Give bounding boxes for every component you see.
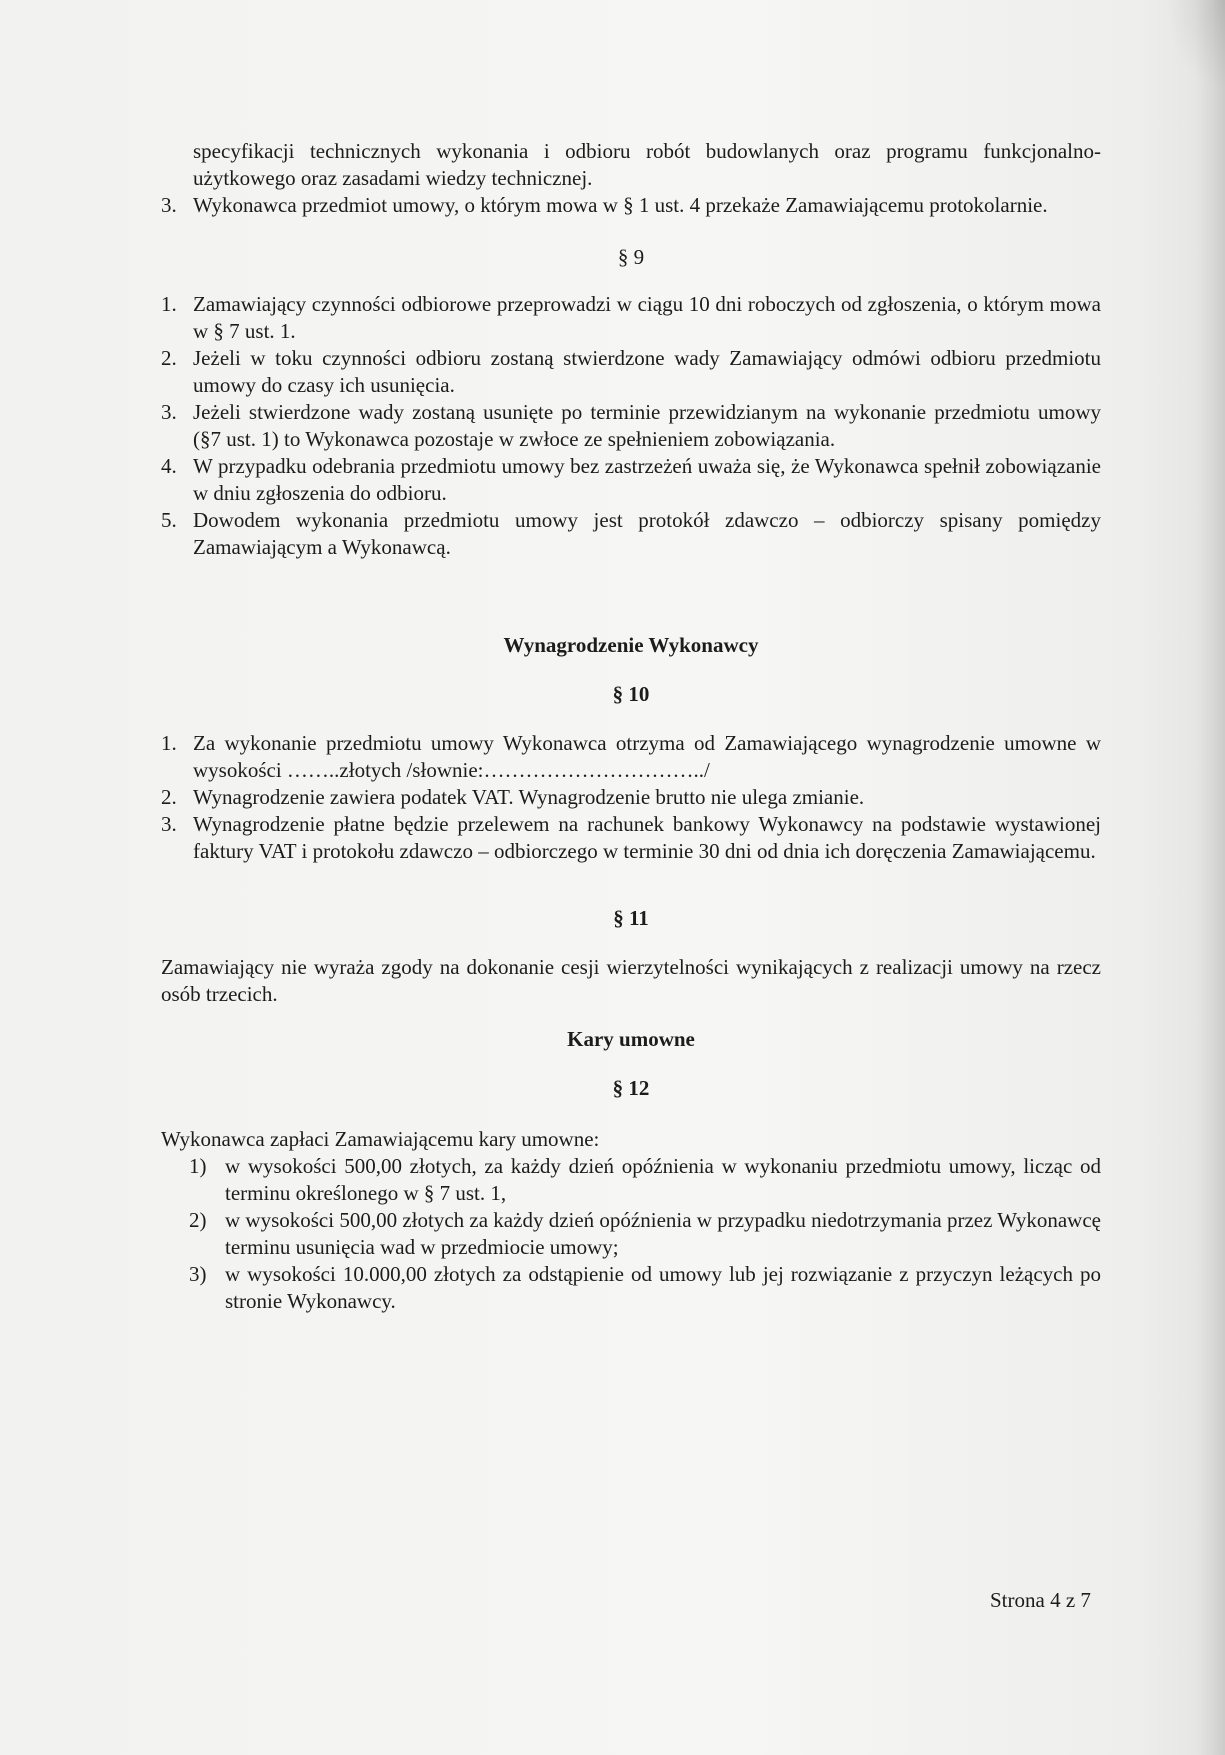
section-10-item-1-text: Za wykonanie przedmiotu umowy Wykonawca otrzyma od Zamawiającego wynagrodzenie umowne w wysokości ……..złotych /słownie:…………………………../ xyxy=(193,731,1101,782)
section-9-item-5 xyxy=(161,507,1101,561)
document-body xyxy=(161,138,1101,1315)
section-12-item-3 xyxy=(161,1261,1101,1315)
section-9-item-2 xyxy=(161,345,1101,399)
intro-item-3 xyxy=(161,192,1101,219)
intro-item-3-number: 3. xyxy=(161,193,177,217)
section-9-item-3-text: Jeżeli stwierdzone wady zostaną usunięte po terminie przewidzianym na wykonanie przedmiotu umowy (§7 ust. 1) to Wykonawca pozostaje w zwłoce ze spełnieniem zobowiązania. xyxy=(193,400,1101,451)
section-9-item-5-number: 5. xyxy=(161,508,177,532)
section-12-item-3-number: 3) xyxy=(189,1262,207,1286)
section-12-title: Kary umowne xyxy=(567,1027,695,1051)
section-12-item-1 xyxy=(161,1153,1101,1207)
section-12-item-1-number: 1) xyxy=(189,1154,207,1178)
section-12-heading: § 12 xyxy=(612,1076,650,1100)
section-11-text: Zamawiający nie wyraża zgody na dokonanie cesji wierzytelności wynikających z realizacji umowy na rzecz osób trzecich. xyxy=(161,955,1101,1006)
section-10-item-2 xyxy=(161,784,1101,811)
section-9-list xyxy=(161,291,1101,561)
section-10-item-1 xyxy=(161,730,1101,784)
intro-item-3-text: Wykonawca przedmiot umowy, o którym mowa w § 1 ust. 4 przekaże Zamawiającemu protokolarnie. xyxy=(193,193,1048,217)
section-10-item-3 xyxy=(161,811,1101,865)
section-10-list xyxy=(161,730,1101,865)
section-12-list xyxy=(161,1153,1101,1315)
section-9-item-4-text: W przypadku odebrania przedmiotu umowy bez zastrzeżeń uważa się, że Wykonawca spełnił zobowiązanie w dniu zgłoszenia do odbioru. xyxy=(193,454,1101,505)
section-9-item-4 xyxy=(161,453,1101,507)
section-9-item-1-number: 1. xyxy=(161,292,177,316)
section-9-item-5-text: Dowodem wykonania przedmiotu umowy jest protokół zdawczo – odbiorczy spisany pomiędzy Zamawiającym a Wykonawcą. xyxy=(193,508,1101,559)
section-9-heading: § 9 xyxy=(617,245,645,269)
section-9-item-4-number: 4. xyxy=(161,454,177,478)
section-10-heading: § 10 xyxy=(612,682,650,706)
section-9-item-2-number: 2. xyxy=(161,346,177,370)
intro-continuation-text: specyfikacji technicznych wykonania i odbioru robót budowlanych oraz programu funkcjonalno-użytkowego oraz zasadami wiedzy technicznej. xyxy=(193,139,1101,190)
section-12-intro: Wykonawca zapłaci Zamawiającemu kary umowne: xyxy=(161,1127,600,1151)
section-12-item-3-text: w wysokości 10.000,00 złotych za odstąpienie od umowy lub jej rozwiązanie z przyczyn leżących po stronie Wykonawcy. xyxy=(225,1262,1101,1313)
section-9-item-1 xyxy=(161,291,1101,345)
section-10-title: Wynagrodzenie Wykonawcy xyxy=(503,633,759,657)
section-12-item-2-number: 2) xyxy=(189,1208,207,1232)
page-number: Strona 4 z 7 xyxy=(990,1588,1091,1612)
section-12-item-1-text: w wysokości 500,00 złotych, za każdy dzień opóźnienia w wykonaniu przedmiotu umowy, licząc od terminu określonego w § 7 ust. 1, xyxy=(225,1154,1101,1205)
section-10-item-1-number: 1. xyxy=(161,731,177,755)
section-12-item-2-text: w wysokości 500,00 złotych za każdy dzień opóźnienia w przypadku niedotrzymania przez Wykonawcę terminu usunięcia wad w przedmiocie umowy; xyxy=(225,1208,1101,1259)
page-edge-shadow xyxy=(1195,0,1225,1755)
intro-continuation xyxy=(161,138,1101,192)
section-9-item-3 xyxy=(161,399,1101,453)
section-9-item-3-number: 3. xyxy=(161,400,177,424)
section-12-item-2 xyxy=(161,1207,1101,1261)
section-10-item-2-text: Wynagrodzenie zawiera podatek VAT. Wynagrodzenie brutto nie ulega zmianie. xyxy=(193,785,865,809)
section-10-item-3-text: Wynagrodzenie płatne będzie przelewem na rachunek bankowy Wykonawcy na podstawie wystawionej faktury VAT i protokołu zdawczo – odbiorczego w terminie 30 dni od dnia ich doręczenia Zamawiającemu. xyxy=(193,812,1101,863)
section-10-item-2-number: 2. xyxy=(161,785,177,809)
section-10-item-3-number: 3. xyxy=(161,812,177,836)
section-9-item-1-text: Zamawiający czynności odbiorowe przeprowadzi w ciągu 10 dni roboczych od zgłoszenia, o którym mowa w § 7 ust. 1. xyxy=(193,292,1101,343)
page-corner-shadow xyxy=(1165,0,1225,90)
section-11-heading: § 11 xyxy=(613,906,649,930)
section-9-item-2-text: Jeżeli w toku czynności odbioru zostaną stwierdzone wady Zamawiający odmówi odbioru przedmiotu umowy do czasy ich usunięcia. xyxy=(193,346,1101,397)
